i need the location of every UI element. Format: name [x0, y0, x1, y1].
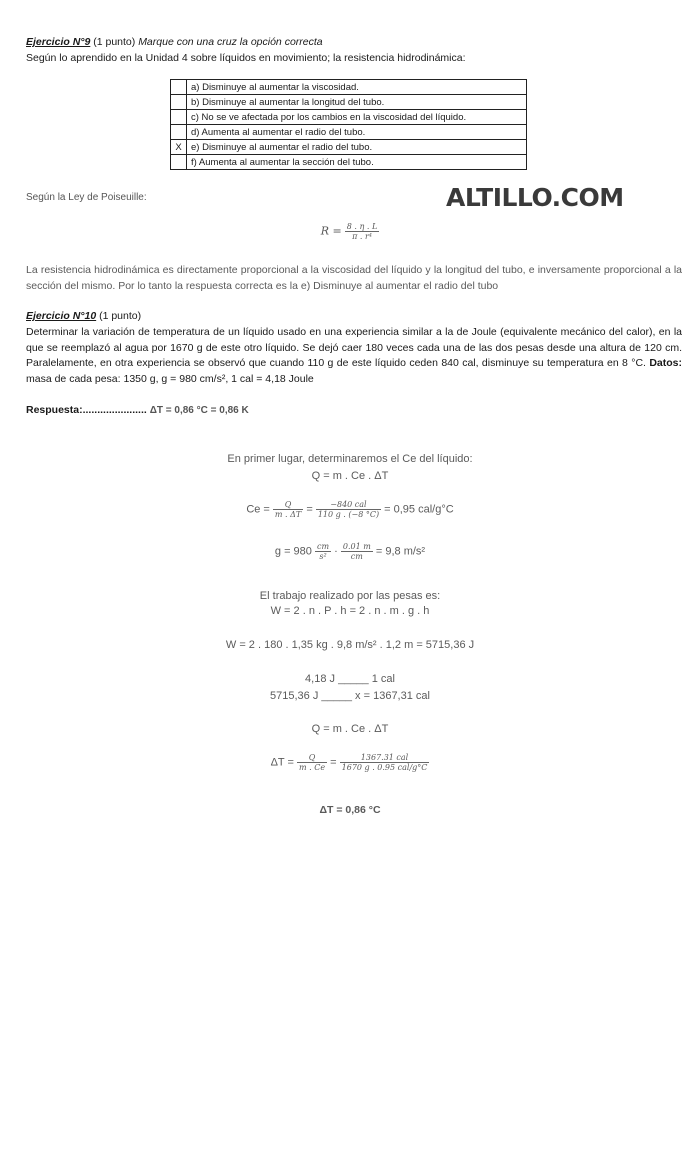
option-row	[171, 140, 527, 155]
option-mark	[171, 80, 187, 95]
ex10-statement	[26, 325, 682, 387]
work-equation: W = 2 . n . P . h = 2 . n . m . g . h	[270, 605, 430, 617]
ex9-explanation: La resistencia hidrodinámica es directamente proporcional a la viscosidad del líquido y la longitud del tubo, e inversamente proporcional a la sección del mismo. Por lo tanto la respuesta correcta es la e) Disminuye al aumentar el radio del tubo	[26, 264, 682, 292]
option-row	[171, 95, 527, 110]
option-text: a) Disminuye al aumentar la viscosidad.	[187, 80, 527, 95]
formula-fraction	[345, 222, 379, 241]
ce-f1-den: m . ΔT	[274, 510, 302, 519]
ce-fraction-2	[316, 500, 381, 519]
dt-fraction-2	[340, 753, 430, 772]
ex9-points: (1 punto)	[93, 36, 136, 48]
g-fraction-1	[315, 542, 331, 561]
ex9-question: Según lo aprendido en la Unidad 4 sobre líquidos en movimiento; la resistencia hidrodinámica:	[26, 52, 466, 64]
option-mark	[171, 155, 187, 170]
g-result: = 9,8 m/s²	[375, 545, 426, 558]
rule-of-three-2: 5715,36 J _____ x = 1367,31 cal	[270, 690, 430, 702]
g-lhs: g = 980	[274, 545, 312, 558]
delta-t-equation: ΔT = $\frac{Q}{m . Ce}$ = $\frac{\text{1367.31 cal}}{\text{1670 g . 0.95 cal/g°C}}$	[270, 753, 428, 772]
option-text: f) Aumenta al aumentar la sección del tubo.	[187, 155, 527, 170]
ce-equation: Ce = $\frac{Q}{m . \Delta T}$ = $\frac{\text{−840 cal}}{110 g . (-8 ^\circ C)}$ = 0,95 cal/g°C	[246, 500, 454, 519]
work-intro: El trabajo realizado por las pesas es:	[259, 590, 441, 602]
formula-denominator: π . r⁴	[352, 232, 372, 241]
ce-result: = 0,95 cal/g°C	[384, 503, 454, 516]
final-result: ΔT = 0,86 °C	[319, 804, 381, 816]
ex9-heading	[26, 36, 323, 48]
heat-equation: Q = m . Ce . ΔT	[311, 470, 389, 482]
ex10-data-label: Datos:	[649, 357, 682, 369]
ex9-instruction: Marque con una cruz la opción correcta	[138, 36, 323, 48]
option-mark	[171, 95, 187, 110]
dt-fraction-1	[297, 753, 327, 772]
ex10-statement-text: Determinar la variación de temperatura de un líquido usado en una experiencia similar a la de Joule (equivalente mecánico del calor), en la que se reemplazó al agua por 1670 g de este otro líquido. Se dejó caer 180 veces cada una de las dos pesas desde una altura de 120 cm. Paralelamente, en otra experiencia se observó que cuando 110 g de este líquido ceden 840 cal, disminuye su temperatura en 8 °C.	[26, 326, 682, 369]
ex9-label: Ejercicio N°9	[26, 36, 91, 48]
option-row	[171, 80, 527, 95]
ce-lhs: Ce =	[246, 503, 270, 516]
ex10-label: Ejercicio N°10	[26, 310, 97, 322]
g-f2-den: cm	[350, 552, 363, 561]
option-text: b) Disminuye al aumentar la longitud del tubo.	[187, 95, 527, 110]
option-row	[171, 155, 527, 170]
rule-of-three-1: 4,18 J _____ 1 cal	[305, 673, 395, 685]
option-row	[171, 125, 527, 140]
heat-equation-2: Q = m . Ce . ΔT	[311, 723, 389, 735]
option-text: c) No se ve afectada por los cambios en la viscosidad del líquido.	[187, 110, 527, 125]
work-calculation: W = 2 . 180 . 1,35 kg . 9,8 m/s² . 1,2 m = 5715,36 J	[225, 639, 475, 651]
ce-fraction-1	[273, 500, 303, 519]
dt-lhs: ΔT =	[270, 756, 294, 769]
formula-numerator: 8 . η . L	[346, 222, 378, 231]
option-mark	[171, 110, 187, 125]
poiseuille-formula	[0, 222, 700, 241]
formula-lhs: R =	[320, 224, 342, 238]
option-row	[171, 110, 527, 125]
answer-value: ΔT = 0,86 °C = 0,86 K	[149, 405, 249, 416]
option-mark	[171, 125, 187, 140]
g-f2-num: 0.01 m	[342, 542, 371, 551]
dt-f2-num: 1367.31 cal	[340, 753, 430, 763]
ex10-points: (1 punto)	[99, 310, 142, 322]
solution-intro: En primer lugar, determinaremos el Ce del líquido:	[227, 453, 473, 465]
option-text: d) Aumenta al aumentar el radio del tubo.	[187, 125, 527, 140]
ex10-heading	[26, 310, 141, 322]
dt-f1-den: m . Ce	[299, 763, 326, 772]
g-f1-den: s²	[319, 552, 327, 561]
answer-label: Respuesta:......................	[26, 404, 147, 416]
option-text: e) Disminuye al aumentar el radio del tubo.	[187, 140, 527, 155]
options-table	[170, 79, 527, 170]
dt-f1-num: Q	[297, 753, 327, 763]
answer-line	[26, 404, 249, 416]
ce-f2-den: 110 g . (−8 °C)	[317, 510, 380, 519]
g-fraction-2	[341, 542, 373, 561]
law-intro: Según la Ley de Poiseuille:	[26, 192, 147, 203]
option-mark: X	[171, 140, 187, 155]
altillo-logo: ALTILLO.COM	[446, 183, 624, 212]
ce-f1-num: Q	[273, 500, 303, 510]
g-conversion: g = 980 $\frac{cm}{\text{s²}}$ · $\frac{0.01 m}{cm}$ = 9,8 m/s²	[274, 542, 426, 561]
ex10-data-text: masa de cada pesa: 1350 g, g = 980 cm/s², 1 cal = 4,18 Joule	[26, 372, 314, 385]
ce-f2-num: −840 cal	[316, 500, 381, 510]
dt-f2-den: 1670 g . 0.95 cal/g°C	[341, 763, 428, 772]
g-f1-num: cm	[316, 542, 330, 551]
